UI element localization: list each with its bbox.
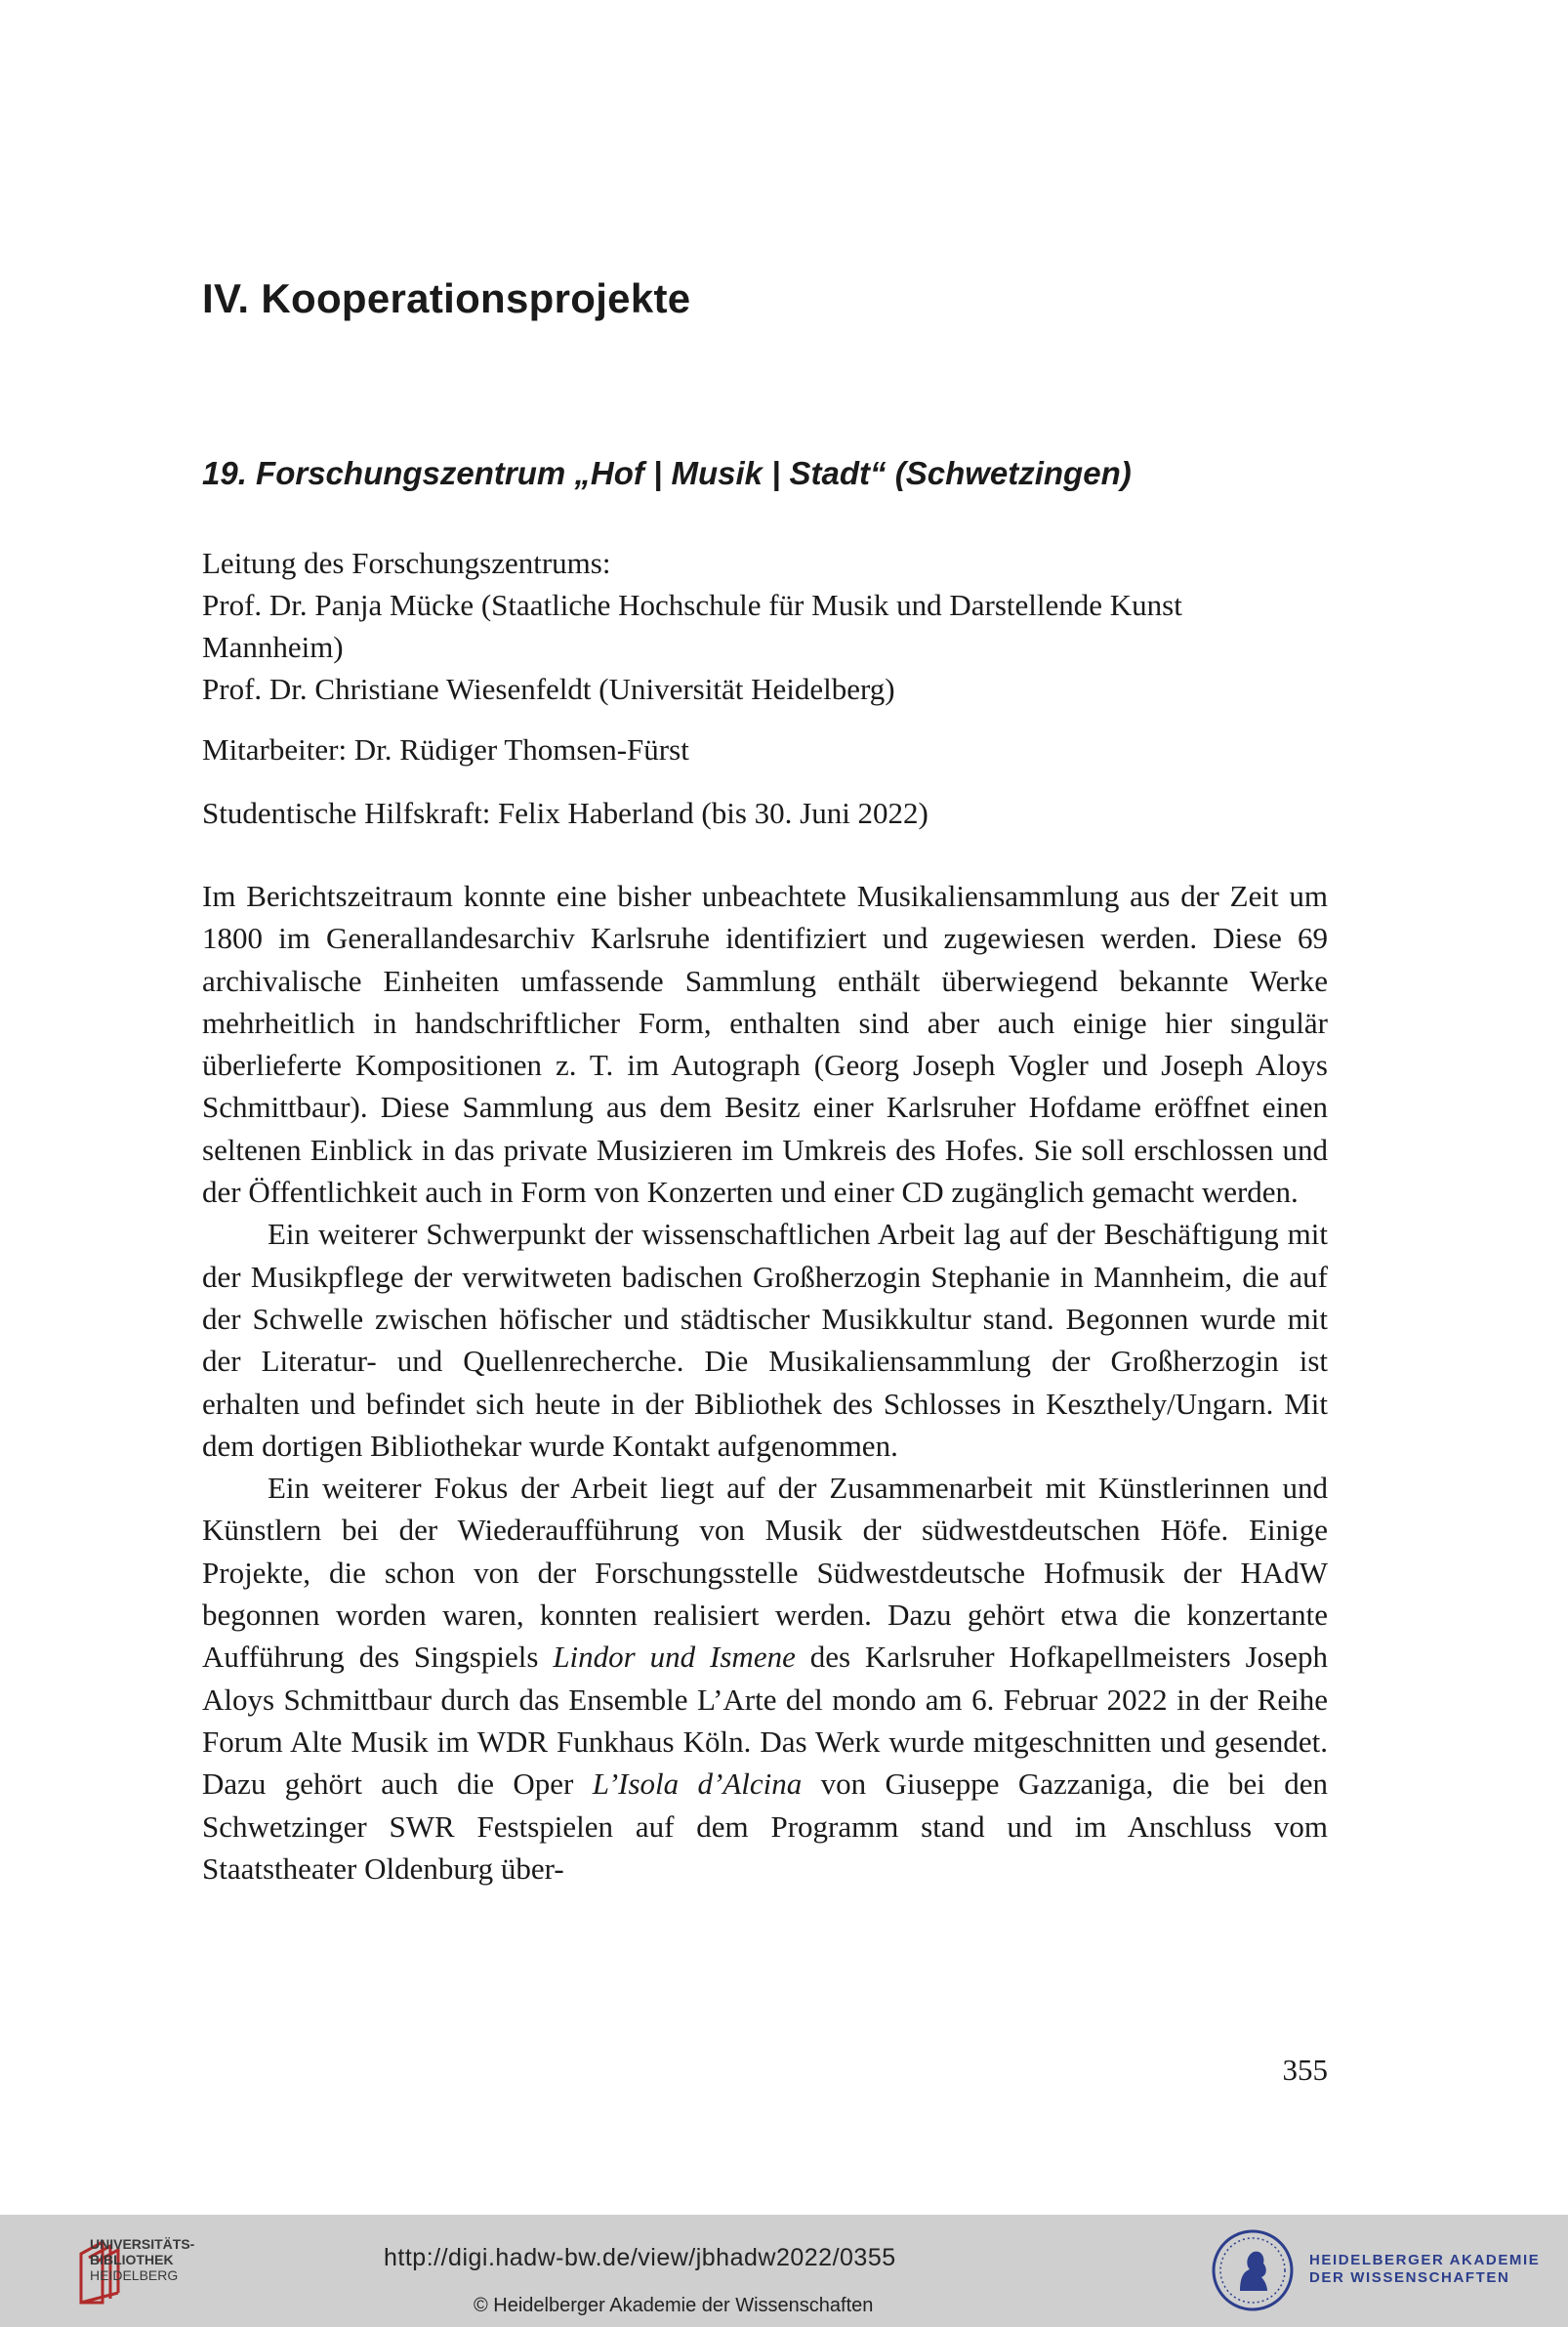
leadership-person-2: Prof. Dr. Christiane Wiesenfeldt (Universität Heidelberg) xyxy=(202,672,895,706)
ub-line-1: UNIVERSITÄTS- xyxy=(90,2236,195,2252)
ub-line-2: BIBLIOTHEK xyxy=(90,2252,174,2267)
body-paragraph-2: Ein weiterer Schwerpunkt der wissenschaftlichen Arbeit lag auf der Beschäftigung mit der Musikpflege der verwitweten badischen Großherzogin Stephanie in Mannheim, die auf der Schwelle zwischen höfischer und städtischer Musikkultur stand. Begonnen wurde mit der Literatur- und Quellenrecherche. Die Musikaliensammlung der Großherzogin ist erhalten und befindet sich heute in der Bibliothek des Schlosses in Keszthely/Ungarn. Mit dem dortigen Bibliothekar wurde Kontakt aufgenommen. xyxy=(202,1217,1328,1463)
ub-line-3: HEIDELBERG xyxy=(90,2267,179,2283)
body-paragraph-1: Im Berichtszeitraum konnte eine bisher unbeachtete Musikaliensammlung aus der Zeit um 1800 im Generallandesarchiv Karlsruhe identifiziert und zugewiesen werden. Diese 69 archivalische Einheiten umfassende Sammlung enthält überwiegend bekannte Werke mehrheitlich in handschriftlicher Form, enthalten sind aber auch einige hier singulär überlieferte Kompositionen z. T. im Autograph (Georg Joseph Vogler und Joseph Aloys Schmittbaur). Diese Sammlung aus dem Besitz einer Karlsruher Hofdame eröffnet einen seltenen Einblick in das private Musizieren im Umkreis des Hofes. Sie soll erschlossen und der Öffentlichkeit auch in Form von Konzerten und einer CD zugänglich gemacht werden. xyxy=(202,879,1328,1210)
academy-name xyxy=(1309,2252,1540,2287)
staff-line xyxy=(202,728,1328,770)
work-title-alcina: L’Isola d’Alcina xyxy=(592,1766,803,1802)
report-body xyxy=(202,875,1328,1890)
student-assistant: Studentische Hilfskraft: Felix Haberland (bis 30. Juni 2022) xyxy=(202,796,928,830)
copyright-notice: © Heidelberger Akademie der Wissenschaften xyxy=(474,2295,874,2316)
academy-seal-icon[interactable] xyxy=(1211,2228,1295,2312)
permalink-url[interactable]: http://digi.hadw-bw.de/view/jbhadw2022/0355 xyxy=(384,2244,896,2271)
section-title: 19. Forschungszentrum „Hof | Musik | Stadt“ (Schwetzingen) xyxy=(202,455,1132,491)
chapter-title: IV. Kooperationsprojekte xyxy=(202,275,691,321)
academy-line-2: DER WISSENSCHAFTEN xyxy=(1309,2269,1510,2286)
page-number: 355 xyxy=(1282,2053,1328,2087)
academy-line-1: HEIDELBERGER AKADEMIE xyxy=(1309,2252,1541,2268)
paragraph-3-part-3: von Giuseppe Gazzaniga, die bei den Schwetzinger SWR Festspielen auf dem Programm stand und im Anschluss vom Staatstheater Oldenburg über- xyxy=(202,1766,1328,1886)
staff-member: Mitarbeiter: Dr. Rüdiger Thomsen-Fürst xyxy=(202,732,689,767)
paragraph-3-part-1: Ein weiterer Fokus der Arbeit liegt auf der Zusammenarbeit mit Künstlerinnen und Künstlern bei der Wiederaufführung von Musik der südwestdeutschen Höfe. Einige Projekte, die schon von der Forschungsstelle Südwestdeutsche Hofmusik der HAdW begonnen worden waren, konnten realisiert werden. Dazu gehört etwa die konzertante Aufführung des Singspiels xyxy=(202,1471,1328,1675)
leadership-label: Leitung des Forschungszentrums: xyxy=(202,546,611,580)
paragraph-3-part-2: des Karlsruher Hofkapellmeisters Joseph Aloys Schmittbaur durch das Ensemble L’Arte del mondo am 6. Februar 2022 in der Reihe Forum Alte Musik im WDR Funkhaus Köln. Das Werk wurde mitgeschnitten und gesendet. Dazu gehört auch die Oper xyxy=(202,1640,1328,1802)
project-leadership xyxy=(202,542,1328,710)
leadership-person-1: Prof. Dr. Panja Mücke (Staatliche Hochschule für Musik und Darstellende Kunst Mannheim) xyxy=(202,588,1182,664)
university-library-name xyxy=(90,2236,194,2283)
digitization-footer xyxy=(0,2215,1568,2327)
work-title-lindor: Lindor und Ismene xyxy=(553,1640,796,1675)
assistant-line xyxy=(202,792,1328,834)
body-paragraph-3 xyxy=(202,1467,1328,1890)
